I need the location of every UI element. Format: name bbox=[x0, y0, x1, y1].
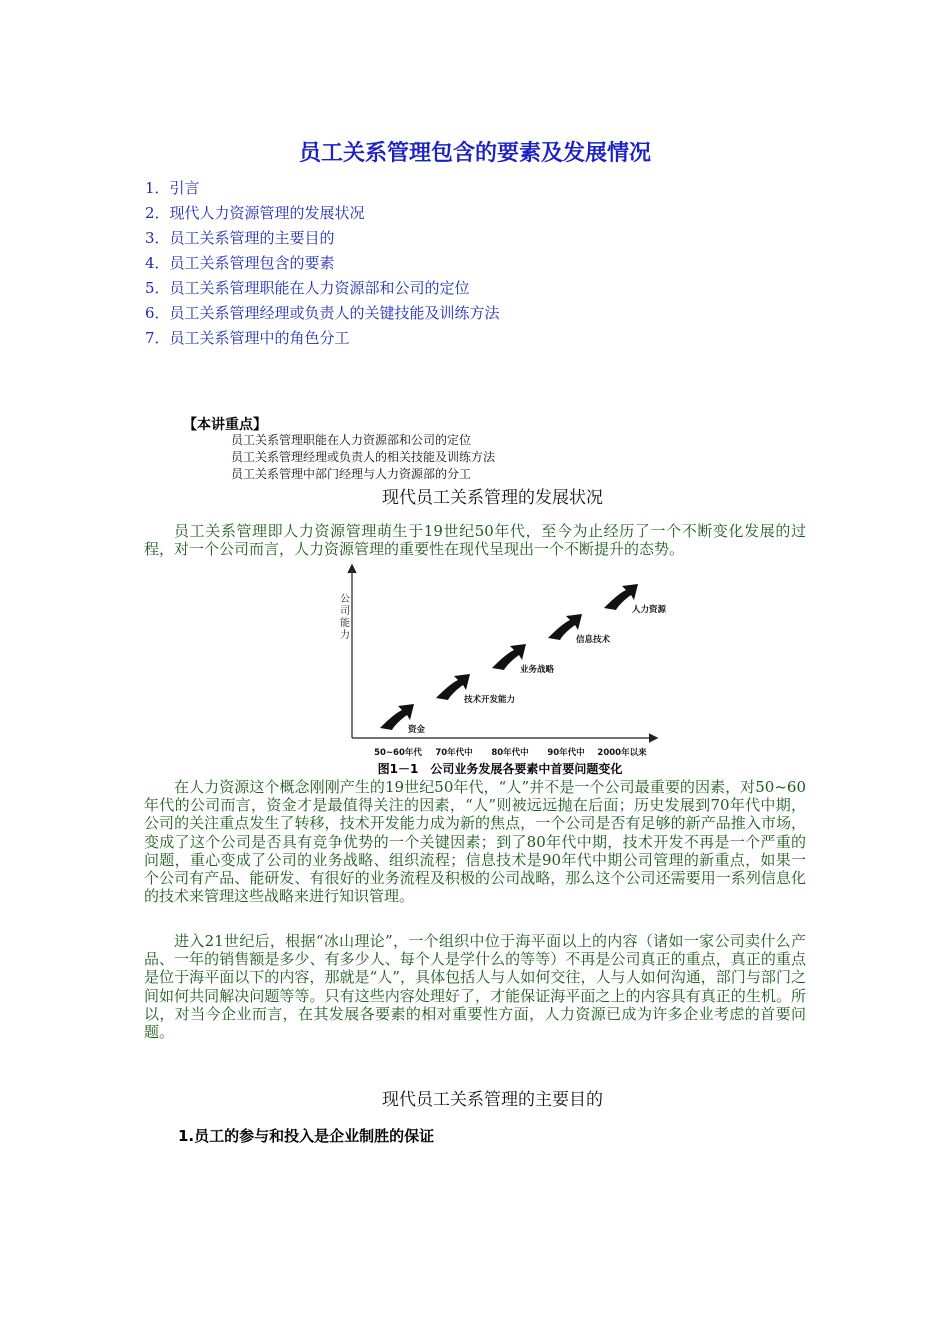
key-point-item: 员工关系管理中部门经理与人力资源部的分工 bbox=[231, 467, 472, 481]
page-title: 员工关系管理包含的要素及发展情况 bbox=[298, 141, 651, 166]
figure-caption: 图1－1 公司业务发展各要素中首要问题变化 bbox=[377, 762, 623, 776]
point-label: 资金 bbox=[408, 725, 426, 735]
key-point-item: 员工关系管理职能在人力资源部和公司的定位 bbox=[231, 433, 472, 447]
y-axis-label: 公司能力 bbox=[340, 594, 350, 641]
point-label: 业务战略 bbox=[520, 665, 555, 675]
key-point-item: 员工关系管理经理或负责人的相关技能及训练方法 bbox=[231, 450, 496, 464]
x-tick-label: 50~60年代 bbox=[374, 748, 422, 758]
chart-svg bbox=[300, 560, 680, 770]
paragraph-intro: 员工关系管理即人力资源管理萌生于19世纪50年代，至今为止经历了一个不断变化发展的过程，对一个公司而言，人力资源管理的重要性在现代呈现出一个不断提升的态势。 bbox=[144, 522, 806, 559]
point-label: 人力资源 bbox=[632, 605, 667, 615]
toc-item[interactable]: 1．引言 bbox=[145, 179, 200, 197]
paragraph-history: 在人力资源这个概念刚刚产生的19世纪50年代，“人”并不是一个公司最重要的因素，对50~60年代的公司而言，资金才是最值得关注的因素，“人”则被远远抛在后面；历史发展到70年代中期，公司的关注重点发生了转移，技术开发能力成为新的焦点，一个公司是否有足够的新产品推入市场，变成了这个公司是否具有竞争优势的一个关键因素；到了80年代中期，技术开发不再是一个严重的问题，重心变成了公司的业务战略、组织流程；信息技术是90年代中期公司管理的新重点，如果一个公司有产品、能研发、有很好的业务流程及积极的公司战略，那么这个公司还需要用一系列信息化的技术来管理这些战略来进行知识管理。 bbox=[144, 778, 806, 906]
figure-chart bbox=[300, 560, 680, 770]
x-tick-label: 2000年以来 bbox=[597, 748, 647, 758]
key-points-heading: 【本讲重点】 bbox=[183, 417, 267, 433]
table-of-contents bbox=[145, 176, 500, 351]
subheading-participation: 1.员工的参与和投入是企业制胜的保证 bbox=[178, 1127, 435, 1145]
paragraph-iceberg: 进入21世纪后，根据“冰山理论”，一个组织中位于海平面以上的内容（诸如一家公司卖什么产品、一年的销售额是多少、有多少人、每个人是学什么的等等）不再是公司真正的重点，真正的重点是位于海平面以下的内容，那就是“人”，具体包括人与人如何交往，人与人如何沟通，部门与部门之间如何共同解决问题等等。只有这些内容处理好了，才能保证海平面之上的内容具有真正的生机。所以，对当今企业而言，在其发展各要素的相对重要性方面，人力资源已成为许多企业考虑的首要问题。 bbox=[144, 932, 806, 1042]
point-label: 技术开发能力 bbox=[464, 695, 516, 705]
key-points-list bbox=[231, 432, 495, 483]
toc-item[interactable]: 6．员工关系管理经理或负责人的关键技能及训练方法 bbox=[145, 304, 500, 322]
x-tick-label: 70年代中 bbox=[435, 748, 473, 758]
toc-item[interactable]: 3．员工关系管理的主要目的 bbox=[145, 229, 335, 247]
section-title-purpose: 现代员工关系管理的主要目的 bbox=[382, 1090, 603, 1110]
x-tick-label: 80年代中 bbox=[491, 748, 529, 758]
toc-item[interactable]: 4．员工关系管理包含的要素 bbox=[145, 254, 335, 272]
toc-item[interactable]: 5．员工关系管理职能在人力资源部和公司的定位 bbox=[145, 279, 470, 297]
toc-item[interactable]: 2．现代人力资源管理的发展状况 bbox=[145, 204, 365, 222]
x-tick-label: 90年代中 bbox=[547, 748, 585, 758]
toc-item[interactable]: 7．员工关系管理中的角色分工 bbox=[145, 329, 350, 347]
section-title-development: 现代员工关系管理的发展状况 bbox=[382, 488, 603, 508]
point-label: 信息技术 bbox=[576, 635, 611, 645]
